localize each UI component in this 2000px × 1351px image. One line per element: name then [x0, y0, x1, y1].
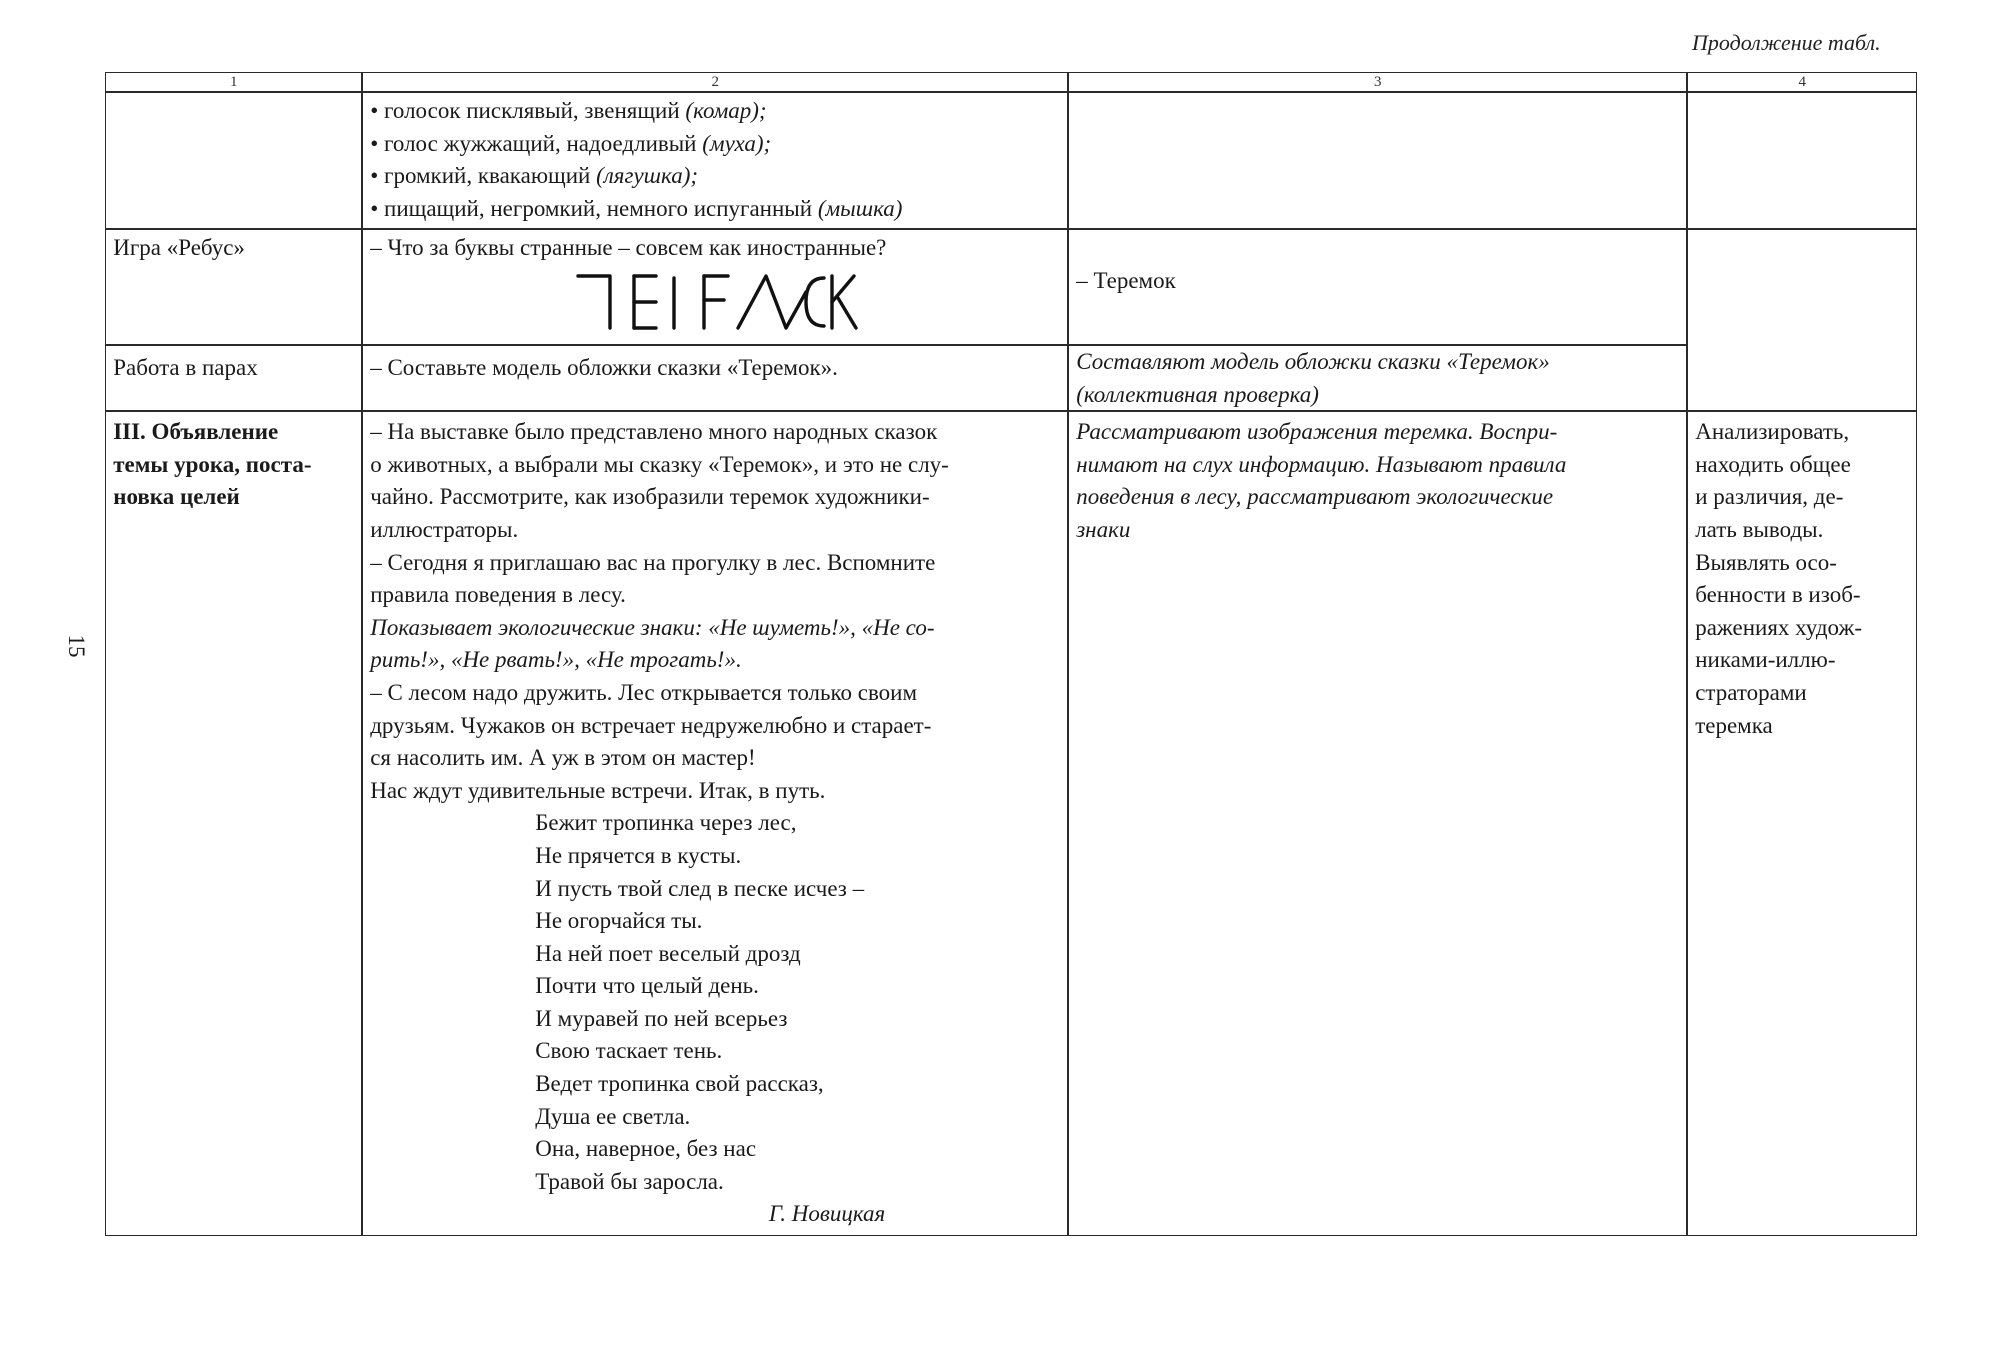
poem-line: На ней поет веселый дрозд [535, 940, 801, 966]
skill-line: находить общее [1695, 451, 1851, 477]
intro-row-col-2 [362, 411, 1068, 1236]
skill-line: Выявлять осо- [1695, 549, 1837, 575]
teacher-line: друзьям. Чужаков он встречает недружелюбно и старает- [370, 712, 932, 738]
sound-line: • пищащий, негромкий, немного испуганный (мышка) [370, 195, 903, 221]
pairs-row-col-2: – Составьте модель обложки сказки «Теремок». [362, 345, 1068, 411]
student-activity-line: знаки [1076, 516, 1131, 542]
pairs-activity-line: Составляют модель обложки сказки «Теремок» [1076, 349, 1550, 375]
pairs-row-col-1: Работа в парах [105, 345, 362, 411]
poem-line: Не прячется в кусты. [535, 842, 742, 868]
poem-line: И муравей по ней всерьез [535, 1005, 788, 1031]
rebus-pairs-col-4 [1687, 229, 1917, 411]
teacher-line: Нас ждут удивительные встречи. Итак, в путь. [370, 777, 826, 803]
poem-line: Не огорчайся ты. [535, 908, 703, 934]
teacher-line: о животных, а выбрали мы сказку «Теремок», и это не слу- [370, 451, 949, 477]
sounds-row-col-1 [105, 92, 362, 229]
skill-line: никами-иллю- [1695, 647, 1836, 673]
rebus-row-col-1: Игра «Ребус» [105, 229, 362, 345]
poem-line: Почти что целый день. [535, 973, 759, 999]
skill-line: страторами [1695, 679, 1807, 705]
stage-title-line: темы урока, поста- [113, 451, 312, 477]
student-activity-line: нимают на слух информацию. Называют правила [1076, 451, 1567, 477]
teacher-line: иллюстраторы. [370, 516, 519, 542]
continuation-label: Продолжение табл. [1692, 30, 1881, 55]
intro-row-col-1 [105, 411, 362, 1236]
sounds-row-col-2 [362, 92, 1068, 229]
sounds-row-col-4 [1687, 92, 1917, 229]
student-activity-line: поведения в лесу, рассматривают экологические [1076, 484, 1554, 510]
poem-line: Бежит тропинка через лес, [535, 810, 797, 836]
pairs-activity-line: (коллективная проверка) [1076, 381, 1319, 407]
skill-line: и различия, де- [1695, 484, 1844, 510]
intro-row-col-3 [1068, 411, 1687, 1236]
rebus-letters-image [570, 270, 860, 332]
header-col-4: 4 [1687, 72, 1917, 92]
teacher-note-line: рить!», «Не рвать!», «Не трогать!». [370, 647, 742, 673]
page-number: 15 [64, 634, 89, 658]
teacher-line: – С лесом надо дружить. Лес открывается только своим [370, 679, 918, 705]
skill-line: теремка [1695, 712, 1773, 738]
pairs-row-col-3 [1068, 345, 1687, 411]
intro-row-col-4 [1687, 411, 1917, 1236]
stage-title-line: новка целей [113, 484, 240, 510]
stage-title-line: III. Объявление [113, 419, 279, 445]
poem-line: И пусть твой след в песке исчез – [535, 875, 865, 901]
student-activity-line: Рассматривают изображения теремка. Воспри- [1076, 419, 1558, 445]
poem-line: Травой бы заросла. [535, 1168, 724, 1194]
rebus-row-col-3: – Теремок [1068, 229, 1687, 345]
sound-line: • голос жужжащий, надоедливый (муха); [370, 130, 772, 156]
skill-line: ражениях худож- [1695, 614, 1863, 640]
poem-line: Ведет тропинка свой рассказ, [535, 1071, 824, 1097]
skill-line: лать выводы. [1695, 516, 1824, 542]
teacher-line: ся насолить им. А уж в этом он мастер! [370, 745, 756, 771]
sounds-row-col-3 [1068, 92, 1687, 229]
skill-line: Анализировать, [1695, 419, 1850, 445]
teacher-line: – Сегодня я приглашаю вас на прогулку в лес. Вспомните [370, 549, 936, 575]
teacher-line: правила поведения в лесу. [370, 582, 626, 608]
sound-line: • громкий, квакающий (лягушка); [370, 163, 699, 189]
poem-author: Г. Новицкая [768, 1201, 886, 1227]
header-col-3: 3 [1068, 72, 1687, 92]
poem-line: Душа ее светла. [535, 1103, 691, 1129]
poem-line: Свою таскает тень. [535, 1038, 723, 1064]
teacher-line: чайно. Рассмотрите, как изобразили теремок художники- [370, 484, 930, 510]
header-col-2: 2 [362, 72, 1068, 92]
rebus-question: – Что за буквы странные – совсем как иностранные? [370, 235, 887, 261]
sound-line: • голосок писклявый, звенящий (комар); [370, 98, 767, 124]
teacher-line: – На выставке было представлено много народных сказок [370, 419, 938, 445]
header-col-1: 1 [105, 72, 362, 92]
poem-line: Она, наверное, без нас [535, 1136, 757, 1162]
skill-line: бенности в изоб- [1695, 582, 1861, 608]
teacher-note-line: Показывает экологические знаки: «Не шуметь!», «Не со- [370, 614, 935, 640]
